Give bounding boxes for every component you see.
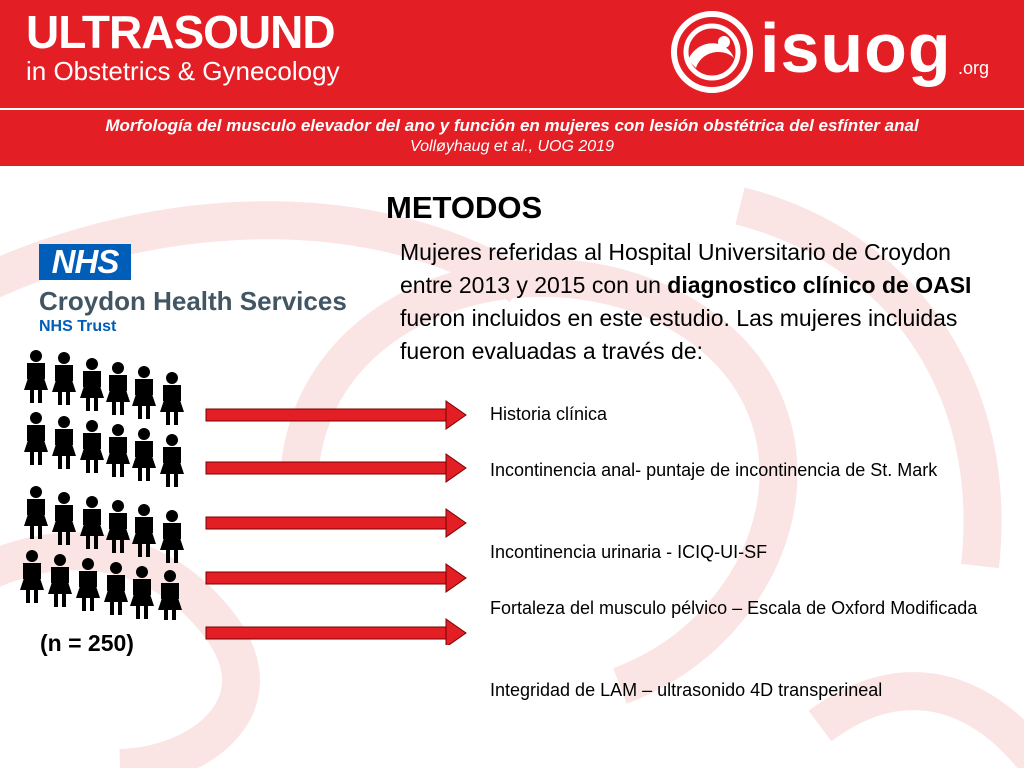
assessment-item: Incontinencia anal- puntaje de incontinencia de St. Mark	[490, 460, 938, 480]
assessment-item: Fortaleza del musculo pélvico – Escala de Oxford Modificada	[490, 598, 978, 618]
woman-icon	[132, 366, 156, 419]
woman-icon	[24, 486, 48, 539]
woman-icon	[106, 424, 130, 477]
sample-size: (n = 250)	[40, 630, 134, 656]
intro-text-2: fueron incluidos en este estudio. Las mujeres incluidas fueron evaluadas a través de:	[400, 305, 958, 364]
isuog-tld: .org	[958, 58, 990, 78]
woman-icon	[104, 562, 128, 615]
woman-icon	[160, 434, 184, 487]
arrow-icon	[206, 619, 466, 645]
woman-icon	[106, 500, 130, 553]
intro-text-1: Mujeres referidas al Hospital Universitario de Croydon entre 2013 y 2015 con un	[400, 239, 951, 298]
isuog-wordmark: isuog	[760, 9, 952, 87]
nhs-org-name: Croydon Health Services	[39, 286, 347, 316]
arrow-icon	[206, 509, 466, 537]
woman-icon	[80, 420, 104, 473]
woman-icon	[132, 504, 156, 557]
woman-icon	[80, 358, 104, 411]
woman-icon	[52, 492, 76, 545]
woman-icon	[24, 412, 48, 465]
arrow-icon	[206, 454, 466, 482]
woman-icon	[130, 566, 154, 619]
assessment-item: Integridad de LAM – ultrasonido 4D transperineal	[490, 680, 883, 700]
woman-icon	[52, 416, 76, 469]
woman-icon	[106, 362, 130, 415]
woman-icon	[76, 558, 100, 611]
woman-icon	[160, 372, 184, 425]
assessment-item: Incontinencia urinaria - ICIQ-UI-SF	[490, 542, 768, 562]
journal-subtitle: in Obstetrics & Gynecology	[26, 56, 340, 86]
nhs-badge: NHS	[39, 244, 131, 280]
article-band	[0, 108, 1024, 166]
woman-icon	[48, 554, 72, 607]
woman-icon	[160, 510, 184, 563]
article-citation: Volløyhaug et al., UOG 2019	[410, 138, 614, 155]
article-title: Morfología del musculo elevador del ano y función en mujeres con lesión obstétrica del esfínter anal	[105, 116, 919, 135]
arrow-icon	[206, 401, 466, 429]
isuog-logo[interactable]	[668, 6, 1008, 98]
woman-icon	[158, 570, 182, 620]
woman-icon	[24, 350, 48, 403]
section-title: METODOS	[386, 190, 543, 225]
nhs-trust-label: NHS Trust	[39, 318, 117, 335]
women-figures-group	[18, 350, 198, 620]
woman-icon	[132, 428, 156, 481]
woman-icon	[20, 550, 44, 603]
woman-icon	[52, 352, 76, 405]
intro-text-bold: diagnostico clínico de OASI	[667, 272, 972, 298]
methods-intro	[400, 236, 1000, 368]
isuog-emblem-icon	[668, 8, 756, 96]
journal-header	[0, 0, 1024, 108]
assessment-item: Historia clínica	[490, 404, 608, 424]
woman-icon	[80, 496, 104, 549]
journal-title: ULTRASOUND	[26, 6, 335, 58]
arrows-group	[200, 395, 470, 645]
arrow-icon	[206, 564, 466, 592]
